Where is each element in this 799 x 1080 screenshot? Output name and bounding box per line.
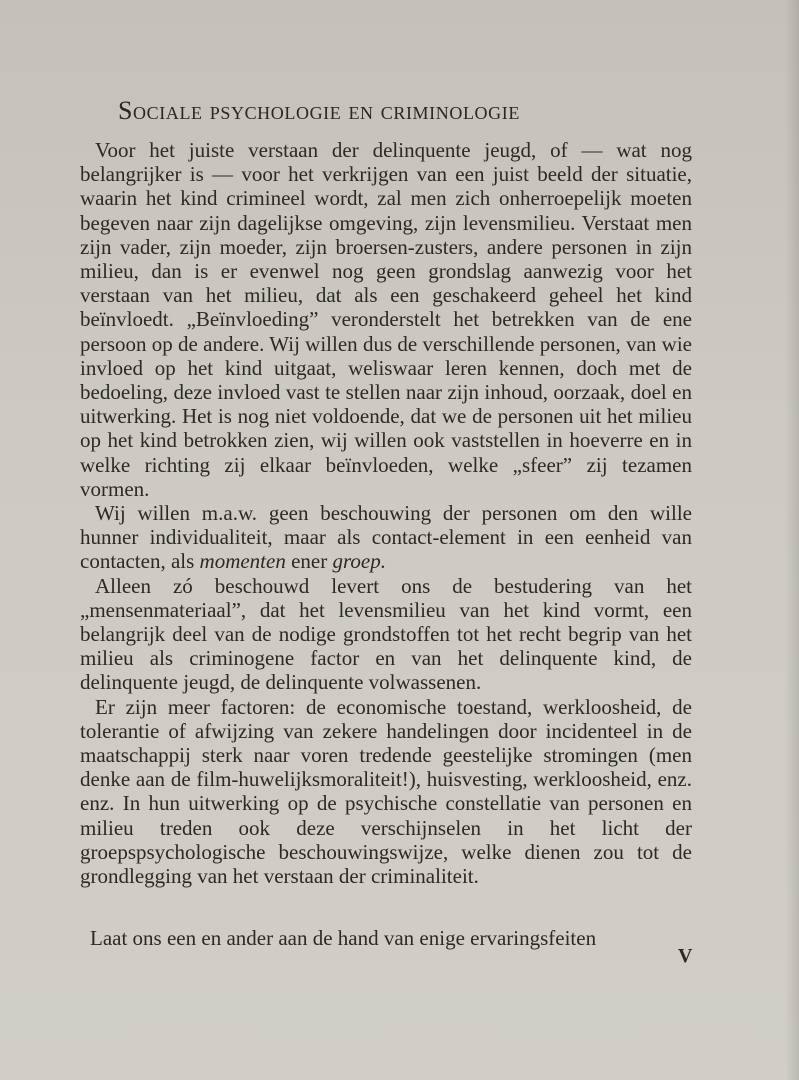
paragraph-3 bbox=[80, 574, 692, 695]
paragraph-4-text: Er zijn meer factoren: de economische toestand, werkloosheid, de tolerantie of afwijzing van zekere handelingen door incidenteel in de maatschappij sterk naar voren tredende geestelijke stromingen (men denke aan de film-huwelijksmoraliteit!), huisvesting, werkloosheid, enz. enz. In hun uitwerking op de psychische constellatie van personen en milieu treden ook deze verschijnselen in het licht der groepspsychologische beschouwingswijze, welke dienen zou tot de grondlegging van het verstaan der criminaliteit. bbox=[80, 694, 692, 889]
continuation-line: Laat ons een en ander aan de hand van enige ervaringsfeiten bbox=[90, 926, 597, 950]
paragraph-3-text: Alleen zó beschouwd levert ons de bestudering van het „mensenmateriaal”, dat het levensmilieu van het kind vormt, een belangrijk deel van de nodige grondstoffen tot het recht begrip van het milieu als criminogene factor en van het delinquente kind, de delinquente jeugd, de delinquente volwassenen. bbox=[80, 573, 692, 695]
paragraph-2 bbox=[80, 501, 692, 574]
page-number: V bbox=[678, 945, 693, 967]
paragraph-2-text: Wij willen m.a.w. geen beschouwing der personen om den wille hunner individualiteit, maar als contact-element in een eenheid van contacten, als bbox=[80, 501, 692, 574]
paragraph-2-emphasis-momenten: momenten bbox=[199, 549, 286, 574]
page-edge-shadow bbox=[785, 0, 799, 1080]
paragraph-1-text: Voor het juiste verstaan der delinquente jeugd, of — wat nog belangrijker is — voor het verkrijgen van een juist beeld der situatie, waarin het kind crimineel wordt, zal men zich onherroepelijk moeten begeven naar zijn dagelijkse omgeving, zijn levensmilieu. Verstaat men zijn vader, zijn moeder, zijn broersen-zusters, andere personen in zijn milieu, dan is er evenwel nog geen grondslag aanwezig voor het verstaan van het milieu, dat als een geschakeerd geheel het kind beïnvloedt. „Beïnvloeding” veronderstelt het betrekken van de ene persoon op de andere. Wij willen dus de verschillende personen, van wie invloed op het kind uitgaat, weliswaar leren kennen, doch met de bedoeling, deze invloed vast te stellen naar zijn inhoud, oorzaak, doel en uitwerking. Het is nog niet voldoende, dat we de personen uit het milieu op het kind betrokken zien, wij willen ook vaststellen in hoeverre en in welke richting zij elkaar beïnvloeden, welke „sfeer” zij tezamen vormen. bbox=[80, 138, 692, 501]
body-text bbox=[80, 138, 692, 888]
paragraph-4 bbox=[80, 695, 692, 889]
paragraph-2-emphasis-groep: groep. bbox=[332, 549, 386, 574]
paragraph-1 bbox=[80, 138, 692, 501]
chapter-title: Sociale psychologie en criminologie bbox=[118, 96, 520, 125]
paragraph-2-text-ener: ener bbox=[285, 549, 333, 574]
